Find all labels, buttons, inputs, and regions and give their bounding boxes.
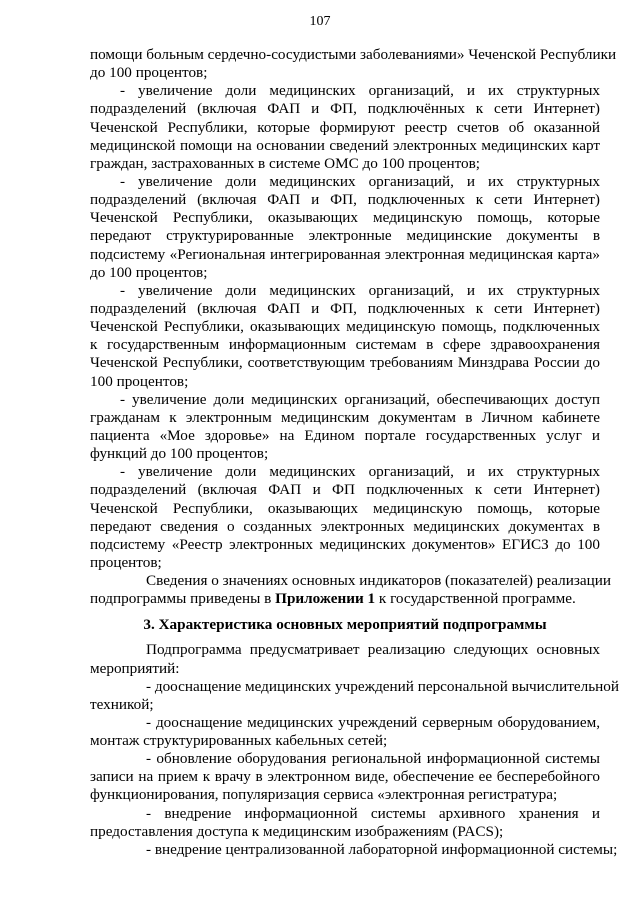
text-line: - дооснащение медицинских учреждений персональной вычислительной	[146, 677, 619, 695]
text-line: монтаж структурированных кабельных сетей;	[90, 732, 388, 750]
paragraph	[90, 714, 600, 750]
paragraph	[90, 641, 600, 677]
paragraph	[90, 750, 600, 804]
text-line: Чеченской Республики, соответствующим требованиям Минздрава России до	[90, 354, 600, 372]
text-line: подразделений (включая ФАП и ФП подключенных к сети Интернет)	[90, 481, 600, 499]
appendix-reference: Приложении 1	[275, 590, 376, 608]
text-line: - дооснащение медицинских учреждений серверным оборудованием,	[146, 713, 600, 731]
text-line: подразделений (включая ФАП и ФП, подключенных к сети Интернет)	[90, 299, 600, 317]
text-line: гражданам к электронным медицинским документам в Личном кабинете	[90, 408, 600, 426]
text-line: техникой;	[90, 695, 154, 713]
text-line: - увеличение доли медицинских организаций, обеспечивающих доступ	[120, 390, 600, 408]
summary-line	[90, 590, 600, 608]
text-line: Чеченской Республики, оказывающих медицинскую помощь, подключенных	[90, 318, 600, 336]
paragraph	[90, 82, 600, 173]
summary-text: подпрограммы приведены в	[90, 590, 276, 608]
text-line: подразделений (включая ФАП и ФП, подключённых к сети Интернет)	[90, 100, 600, 118]
paragraph	[90, 805, 600, 841]
text-line: предоставления доступа к медицинским изображениям (PACS);	[90, 822, 504, 840]
text-line: мероприятий:	[90, 659, 180, 677]
text-line: Чеченской Республики, оказывающих медицинскую помощь, которые	[90, 209, 600, 227]
text-line: - увеличение доли медицинских организаций, и их структурных	[120, 281, 600, 299]
text-line: - увеличение доли медицинских организаций, и их структурных	[120, 463, 600, 481]
paragraph	[90, 46, 617, 82]
text-line: подсистему «Региональная интегрированная электронная медицинская карта»	[90, 245, 600, 263]
text-line: Подпрограмма предусматривает реализацию следующих основных	[146, 641, 600, 659]
text-line: - обновление оборудования региональной информационной системы	[146, 750, 600, 768]
text-line: медицинской помощи на основании сведений электронных медицинских карт	[90, 136, 600, 154]
text-line: процентов;	[90, 553, 162, 571]
text-line: - внедрение информационной системы архивного хранения и	[146, 804, 600, 822]
text-line: к государственным информационным системам в сфере здравоохранения	[90, 336, 600, 354]
text-line: Чеченской Республики, которые формируют реестр счетов об оказанной	[90, 118, 600, 136]
activities-list	[90, 641, 619, 859]
section-heading: 3. Характеристика основных мероприятий подпрограммы	[143, 616, 547, 634]
text-line: 100 процентов;	[90, 372, 189, 390]
text-line: - увеличение доли медицинских организаций, и их структурных	[120, 172, 600, 190]
paragraph	[90, 840, 618, 859]
text-line: функций до 100 процентов;	[90, 445, 269, 463]
text-line: функционирования, популяризация сервиса «электронная регистратура;	[90, 786, 558, 804]
text-line: передают сведения о созданных электронных медицинских документах в	[90, 517, 600, 535]
text-line: - внедрение централизованной лабораторной информационной системы;	[146, 840, 618, 858]
text-line: пациента «Мое здоровье» на Едином портале государственных услуг и	[90, 426, 600, 444]
text-line: помощи больным сердечно-сосудистыми заболеваниями» Чеченской Республики	[90, 46, 617, 63]
text-line: подразделений (включая ФАП и ФП, подключенных к сети Интернет)	[90, 191, 600, 209]
page-number: 107	[309, 14, 331, 29]
text-line: до 100 процентов;	[90, 64, 208, 82]
text-line: передают структурированные электронные медицинские документы в	[90, 227, 600, 245]
paragraph	[90, 677, 619, 714]
summary-paragraph	[90, 572, 611, 608]
summary-text: к государственной программе.	[375, 590, 576, 608]
text-line: записи на прием к врачу в электронном виде, обеспечение ее бесперебойного	[90, 768, 600, 786]
text-line: подсистему «Реестр электронных медицинских документов» ЕГИСЗ до 100	[90, 535, 600, 553]
indicators-list	[90, 46, 617, 572]
paragraph	[90, 282, 600, 391]
page-body	[90, 46, 619, 859]
summary-line: Сведения о значениях основных индикаторов (показателей) реализации	[146, 572, 611, 590]
text-line: граждан, застрахованных в системе ОМС до 100 процентов;	[90, 154, 480, 172]
paragraph	[90, 173, 600, 282]
text-line: до 100 процентов;	[90, 263, 208, 281]
text-line: Чеченской Республики, оказывающих медицинскую помощь, которые	[90, 499, 600, 517]
paragraph	[90, 463, 600, 572]
text-line: - увеличение доли медицинских организаций, и их структурных	[120, 82, 600, 100]
paragraph	[90, 391, 600, 464]
